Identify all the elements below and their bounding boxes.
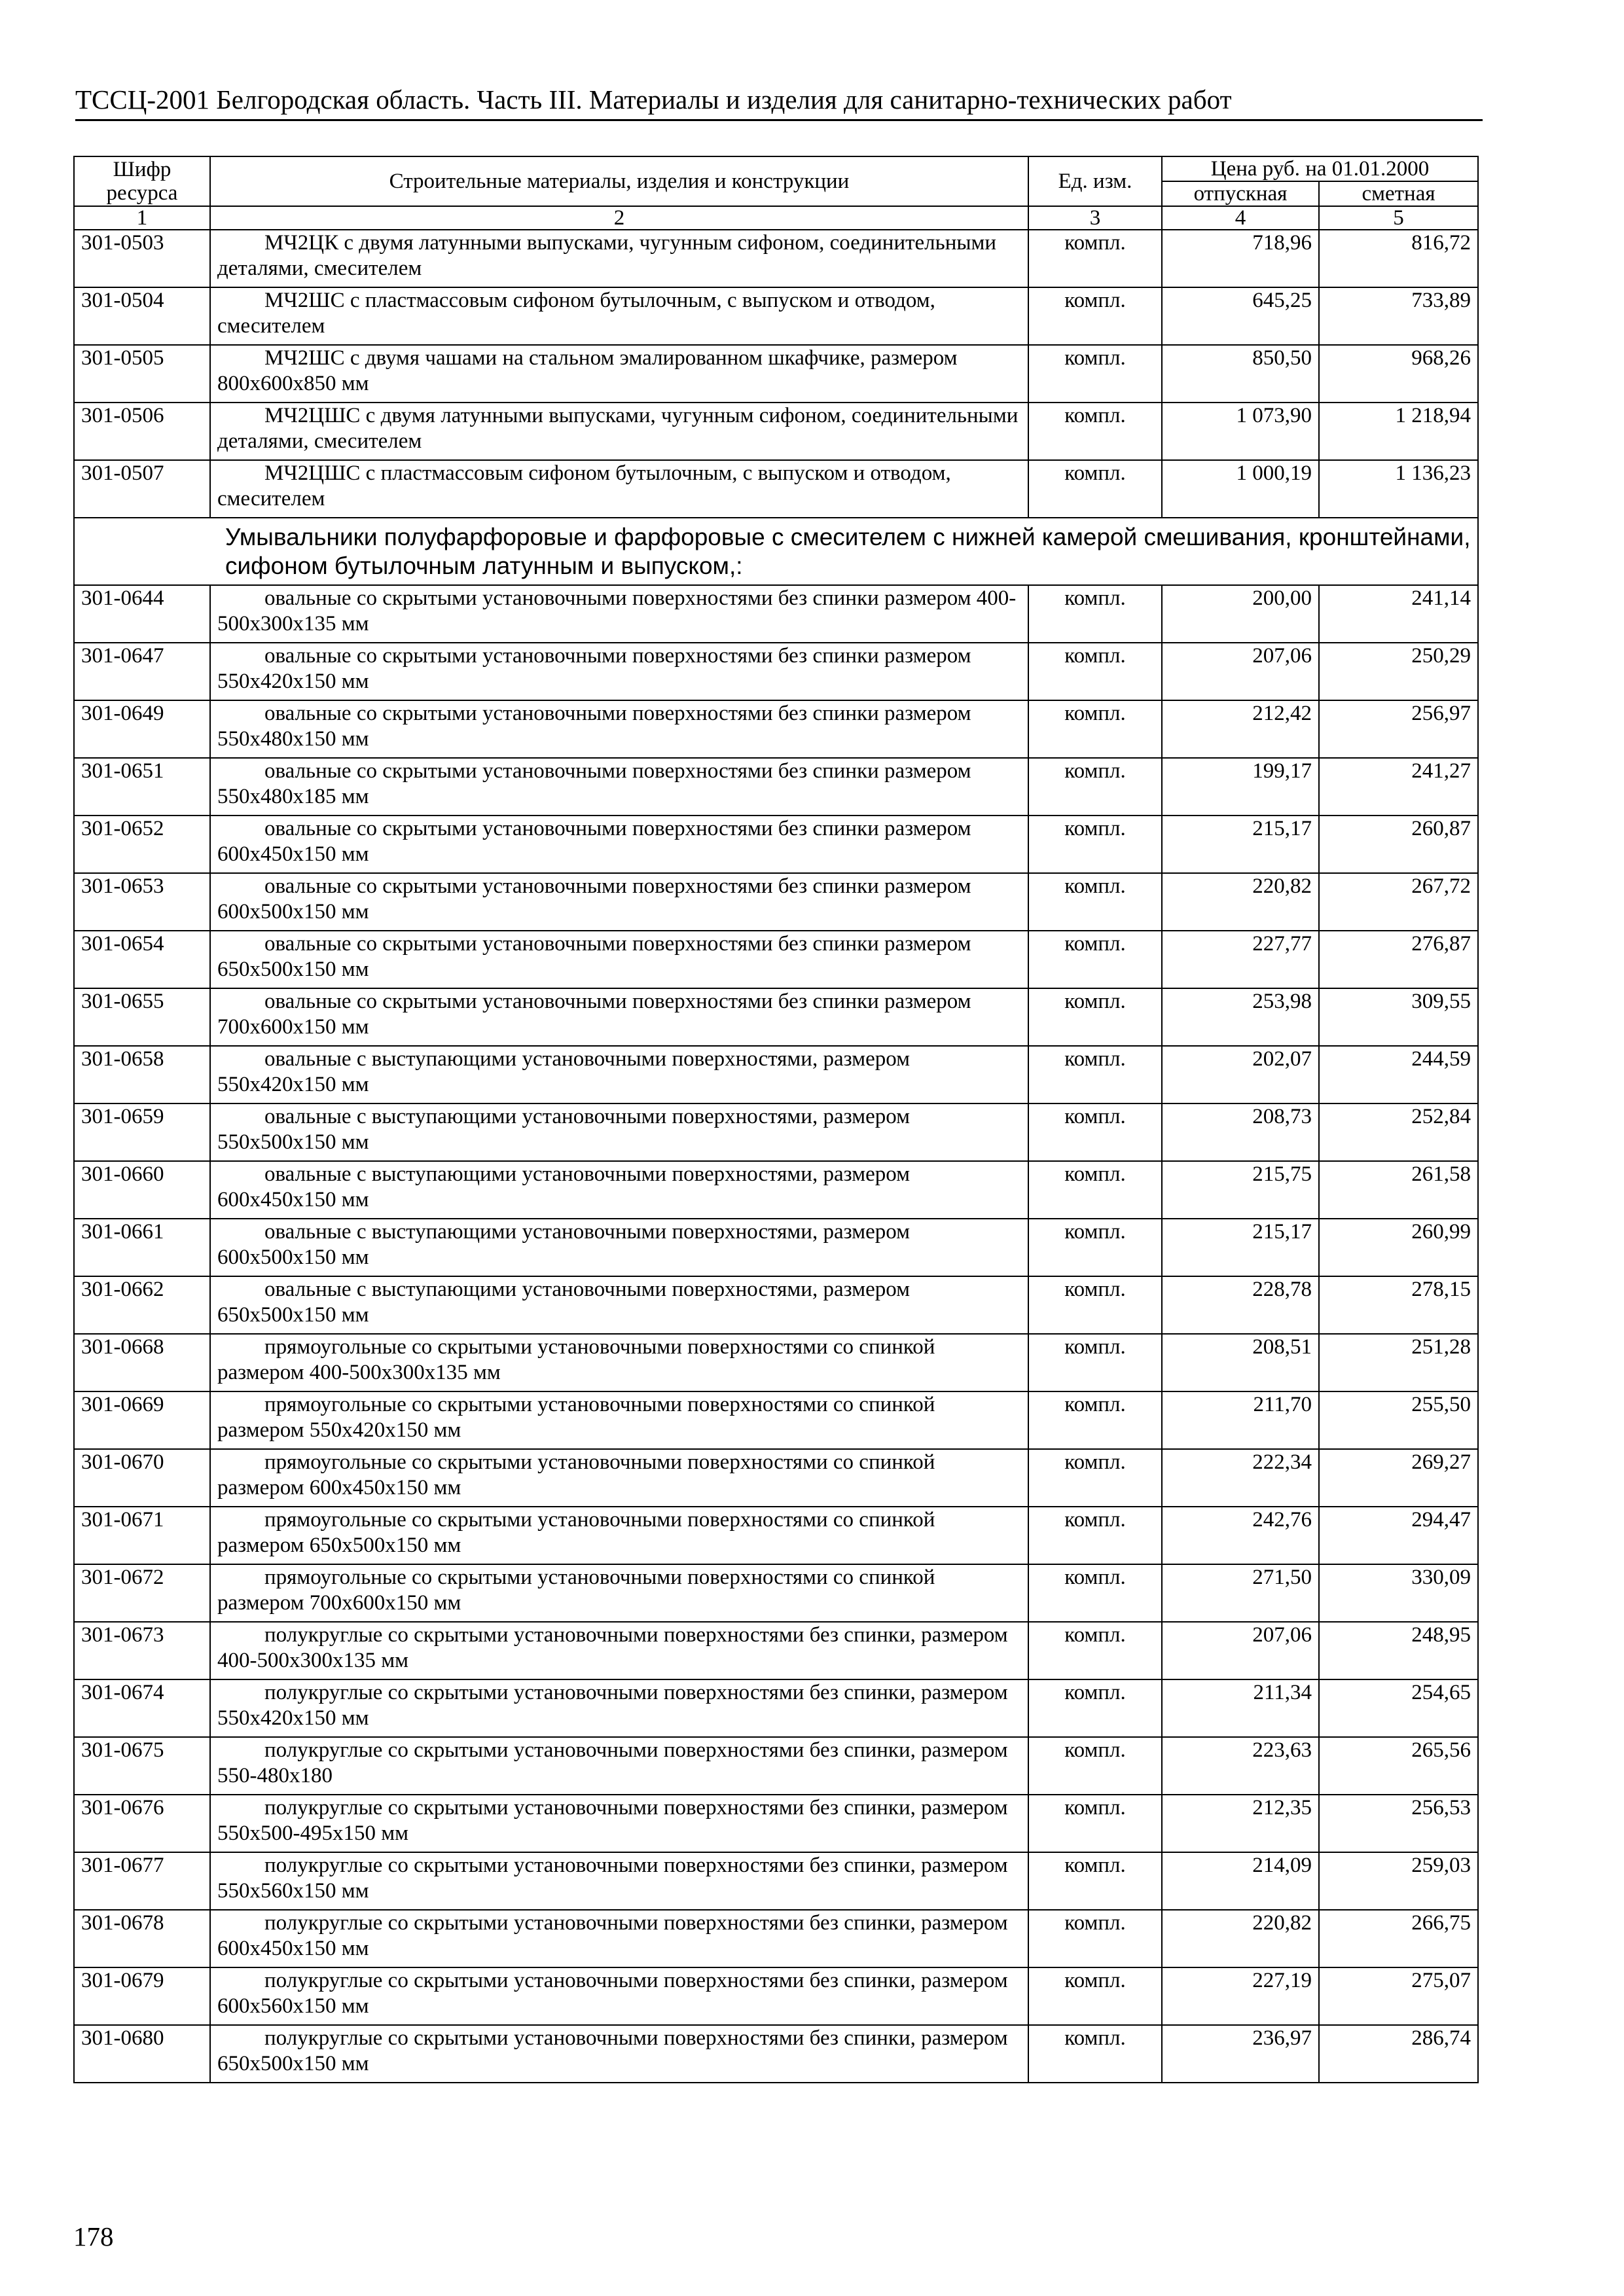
cell-code: 301-0504 <box>74 287 210 345</box>
cell-name: овальные со скрытыми установочными поверхностями без спинки размером 700x600x150 мм <box>210 988 1028 1046</box>
cell-unit: компл. <box>1028 700 1162 758</box>
cell-code: 301-0505 <box>74 345 210 403</box>
cell-estimate-price: 244,59 <box>1319 1046 1478 1103</box>
cell-estimate-price: 816,72 <box>1319 230 1478 287</box>
cell-name: полукруглые со скрытыми установочными поверхностями без спинки, размером 550x560x150 мм <box>210 1852 1028 1910</box>
cell-unit: компл. <box>1028 988 1162 1046</box>
cell-name: овальные со скрытыми установочными поверхностями без спинки размером 550x420x150 мм <box>210 643 1028 700</box>
cell-release-price: 253,98 <box>1162 988 1319 1046</box>
table-row <box>74 1161 1478 1219</box>
cell-name: овальные со скрытыми установочными поверхностями без спинки размером 550x480x185 мм <box>210 758 1028 816</box>
column-number: 5 <box>1319 206 1478 230</box>
table-row <box>74 1449 1478 1507</box>
header-release-price: отпускная <box>1162 181 1319 206</box>
cell-code: 301-0506 <box>74 403 210 460</box>
cell-release-price: 214,09 <box>1162 1852 1319 1910</box>
table-body-main <box>74 585 1478 2083</box>
table-row <box>74 1391 1478 1449</box>
cell-code: 301-0671 <box>74 1507 210 1564</box>
column-number: 2 <box>210 206 1028 230</box>
cell-code: 301-0654 <box>74 931 210 988</box>
cell-name: полукруглые со скрытыми установочными поверхностями без спинки, размером 550-480x180 <box>210 1737 1028 1795</box>
cell-unit: компл. <box>1028 1219 1162 1276</box>
table-row <box>74 873 1478 931</box>
column-number: 1 <box>74 206 210 230</box>
cell-name: полукруглые со скрытыми установочными поверхностями без спинки, размером 600x560x150 мм <box>210 1967 1028 2025</box>
cell-release-price: 208,73 <box>1162 1103 1319 1161</box>
cell-name: полукруглые со скрытыми установочными поверхностями без спинки, размером 650x500x150 мм <box>210 2025 1028 2083</box>
cell-name: прямоугольные со скрытыми установочными поверхностями со спинкой размером 600x450x150 мм <box>210 1449 1028 1507</box>
cell-unit: компл. <box>1028 1852 1162 1910</box>
cell-estimate-price: 254,65 <box>1319 1679 1478 1737</box>
cell-unit: компл. <box>1028 758 1162 816</box>
table-row <box>74 1852 1478 1910</box>
cell-unit: компл. <box>1028 1564 1162 1622</box>
cell-name: прямоугольные со скрытыми установочными поверхностями со спинкой размером 650x500x150 мм <box>210 1507 1028 1564</box>
table-row <box>74 1276 1478 1334</box>
cell-estimate-price: 252,84 <box>1319 1103 1478 1161</box>
cell-unit: компл. <box>1028 1622 1162 1679</box>
cell-release-price: 202,07 <box>1162 1046 1319 1103</box>
cell-code: 301-0655 <box>74 988 210 1046</box>
cell-code: 301-0672 <box>74 1564 210 1622</box>
column-number: 3 <box>1028 206 1162 230</box>
cell-name: полукруглые со скрытыми установочными поверхностями без спинки, размером 600x450x150 мм <box>210 1910 1028 1967</box>
cell-name: прямоугольные со скрытыми установочными поверхностями со спинкой размером 550x420x150 мм <box>210 1391 1028 1449</box>
cell-code: 301-0662 <box>74 1276 210 1334</box>
section-row <box>74 518 1478 585</box>
table-row <box>74 1910 1478 1967</box>
cell-unit: компл. <box>1028 585 1162 643</box>
cell-unit: компл. <box>1028 403 1162 460</box>
cell-name: овальные со скрытыми установочными поверхностями без спинки размером 550x480x150 мм <box>210 700 1028 758</box>
cell-unit: компл. <box>1028 643 1162 700</box>
cell-name: МЧ2ШС с двумя чашами на стальном эмалированном шкафчике, размером 800x600x850 мм <box>210 345 1028 403</box>
cell-code: 301-0670 <box>74 1449 210 1507</box>
table-section <box>74 518 1478 585</box>
cell-code: 301-0679 <box>74 1967 210 2025</box>
page-number: 178 <box>73 2221 114 2251</box>
cell-release-price: 227,77 <box>1162 931 1319 988</box>
table-row <box>74 403 1478 460</box>
table-row <box>74 585 1478 643</box>
cell-estimate-price: 250,29 <box>1319 643 1478 700</box>
cell-release-price: 211,34 <box>1162 1679 1319 1737</box>
table-row <box>74 988 1478 1046</box>
cell-unit: компл. <box>1028 1737 1162 1795</box>
table-row <box>74 1219 1478 1276</box>
header-code: Шифр ресурса <box>74 156 210 206</box>
cell-estimate-price: 255,50 <box>1319 1391 1478 1449</box>
table-row <box>74 1737 1478 1795</box>
cell-release-price: 227,19 <box>1162 1967 1319 2025</box>
cell-unit: компл. <box>1028 873 1162 931</box>
cell-code: 301-0659 <box>74 1103 210 1161</box>
cell-code: 301-0658 <box>74 1046 210 1103</box>
table-row <box>74 1679 1478 1737</box>
cell-code: 301-0644 <box>74 585 210 643</box>
cell-code: 301-0669 <box>74 1391 210 1449</box>
cell-estimate-price: 260,87 <box>1319 816 1478 873</box>
cell-estimate-price: 256,53 <box>1319 1795 1478 1852</box>
table-row <box>74 2025 1478 2083</box>
cell-name: овальные с выступающими установочными поверхностями, размером 650x500x150 мм <box>210 1276 1028 1334</box>
cell-unit: компл. <box>1028 1507 1162 1564</box>
cell-estimate-price: 330,09 <box>1319 1564 1478 1622</box>
cell-estimate-price: 261,58 <box>1319 1161 1478 1219</box>
cell-estimate-price: 275,07 <box>1319 1967 1478 2025</box>
cell-release-price: 199,17 <box>1162 758 1319 816</box>
cell-name: МЧ2ЦШС с пластмассовым сифоном бутылочным, с выпуском и отводом, смесителем <box>210 460 1028 518</box>
cell-estimate-price: 309,55 <box>1319 988 1478 1046</box>
table-row <box>74 1103 1478 1161</box>
cell-release-price: 212,42 <box>1162 700 1319 758</box>
cell-unit: компл. <box>1028 1161 1162 1219</box>
cell-release-price: 1 073,90 <box>1162 403 1319 460</box>
header-estimate-price: сметная <box>1319 181 1478 206</box>
cell-name: прямоугольные со скрытыми установочными поверхностями со спинкой размером 400-500x300x135 мм <box>210 1334 1028 1391</box>
cell-unit: компл. <box>1028 1334 1162 1391</box>
cell-name: полукруглые со скрытыми установочными поверхностями без спинки, размером 550x420x150 мм <box>210 1679 1028 1737</box>
cell-estimate-price: 276,87 <box>1319 931 1478 988</box>
cell-estimate-price: 266,75 <box>1319 1910 1478 1967</box>
price-table <box>73 156 1479 2083</box>
cell-release-price: 242,76 <box>1162 1507 1319 1564</box>
cell-unit: компл. <box>1028 345 1162 403</box>
cell-estimate-price: 241,14 <box>1319 585 1478 643</box>
cell-release-price: 212,35 <box>1162 1795 1319 1852</box>
cell-name: МЧ2ЦК с двумя латунными выпусками, чугунным сифоном, соединительными деталями, смесителем <box>210 230 1028 287</box>
cell-name: овальные с выступающими установочными поверхностями, размером 550x420x150 мм <box>210 1046 1028 1103</box>
cell-estimate-price: 286,74 <box>1319 2025 1478 2083</box>
cell-name: МЧ2ШС с пластмассовым сифоном бутылочным, с выпуском и отводом, смесителем <box>210 287 1028 345</box>
header-unit: Ед. изм. <box>1028 156 1162 206</box>
cell-estimate-price: 251,28 <box>1319 1334 1478 1391</box>
cell-release-price: 718,96 <box>1162 230 1319 287</box>
cell-name: овальные со скрытыми установочными поверхностями без спинки размером 600x450x150 мм <box>210 816 1028 873</box>
column-number-row <box>74 206 1478 230</box>
table-row <box>74 1507 1478 1564</box>
table-row <box>74 460 1478 518</box>
table-header <box>74 156 1478 230</box>
cell-code: 301-0503 <box>74 230 210 287</box>
cell-unit: компл. <box>1028 816 1162 873</box>
cell-release-price: 208,51 <box>1162 1334 1319 1391</box>
table-row <box>74 345 1478 403</box>
cell-estimate-price: 1 136,23 <box>1319 460 1478 518</box>
table-row <box>74 1564 1478 1622</box>
header-name: Строительные материалы, изделия и конструкции <box>210 156 1028 206</box>
cell-release-price: 211,70 <box>1162 1391 1319 1449</box>
cell-name: овальные со скрытыми установочными поверхностями без спинки размером 400-500x300x135 мм <box>210 585 1028 643</box>
cell-release-price: 223,63 <box>1162 1737 1319 1795</box>
cell-code: 301-0680 <box>74 2025 210 2083</box>
cell-estimate-price: 733,89 <box>1319 287 1478 345</box>
table-body-top <box>74 230 1478 518</box>
cell-unit: компл. <box>1028 230 1162 287</box>
table-row <box>74 816 1478 873</box>
table-row <box>74 1622 1478 1679</box>
section-title: Умывальники полуфарфоровые и фарфоровые с смесителем с нижней камерой смешивания, кронштейнами, сифоном бутылочным латунным и выпуском,: <box>74 518 1478 585</box>
cell-unit: компл. <box>1028 1679 1162 1737</box>
header-price: Цена руб. на 01.01.2000 <box>1162 156 1478 181</box>
table-row <box>74 643 1478 700</box>
cell-estimate-price: 256,97 <box>1319 700 1478 758</box>
cell-estimate-price: 241,27 <box>1319 758 1478 816</box>
cell-unit: компл. <box>1028 460 1162 518</box>
cell-release-price: 215,75 <box>1162 1161 1319 1219</box>
cell-name: прямоугольные со скрытыми установочными поверхностями со спинкой размером 700x600x150 мм <box>210 1564 1028 1622</box>
cell-name: овальные со скрытыми установочными поверхностями без спинки размером 650x500x150 мм <box>210 931 1028 988</box>
cell-name: овальные с выступающими установочными поверхностями, размером 600x450x150 мм <box>210 1161 1028 1219</box>
cell-estimate-price: 248,95 <box>1319 1622 1478 1679</box>
cell-code: 301-0660 <box>74 1161 210 1219</box>
cell-unit: компл. <box>1028 1795 1162 1852</box>
cell-release-price: 207,06 <box>1162 643 1319 700</box>
cell-unit: компл. <box>1028 931 1162 988</box>
cell-estimate-price: 294,47 <box>1319 1507 1478 1564</box>
cell-code: 301-0647 <box>74 643 210 700</box>
cell-release-price: 220,82 <box>1162 1910 1319 1967</box>
cell-estimate-price: 278,15 <box>1319 1276 1478 1334</box>
cell-name: овальные с выступающими установочными поверхностями, размером 600x500x150 мм <box>210 1219 1028 1276</box>
cell-code: 301-0507 <box>74 460 210 518</box>
cell-unit: компл. <box>1028 1276 1162 1334</box>
cell-unit: компл. <box>1028 2025 1162 2083</box>
cell-estimate-price: 260,99 <box>1319 1219 1478 1276</box>
cell-unit: компл. <box>1028 1449 1162 1507</box>
cell-release-price: 645,25 <box>1162 287 1319 345</box>
table-row <box>74 700 1478 758</box>
cell-code: 301-0676 <box>74 1795 210 1852</box>
cell-code: 301-0678 <box>74 1910 210 1967</box>
cell-code: 301-0675 <box>74 1737 210 1795</box>
column-number: 4 <box>1162 206 1319 230</box>
cell-code: 301-0677 <box>74 1852 210 1910</box>
cell-estimate-price: 265,56 <box>1319 1737 1478 1795</box>
cell-unit: компл. <box>1028 1910 1162 1967</box>
cell-unit: компл. <box>1028 1103 1162 1161</box>
cell-estimate-price: 1 218,94 <box>1319 403 1478 460</box>
table-row <box>74 758 1478 816</box>
cell-code: 301-0661 <box>74 1219 210 1276</box>
cell-code: 301-0668 <box>74 1334 210 1391</box>
cell-name: полукруглые со скрытыми установочными поверхностями без спинки, размером 550x500-495x150 мм <box>210 1795 1028 1852</box>
cell-release-price: 271,50 <box>1162 1564 1319 1622</box>
cell-name: полукруглые со скрытыми установочными поверхностями без спинки, размером 400-500x300x135 мм <box>210 1622 1028 1679</box>
cell-release-price: 1 000,19 <box>1162 460 1319 518</box>
cell-release-price: 215,17 <box>1162 1219 1319 1276</box>
cell-code: 301-0673 <box>74 1622 210 1679</box>
cell-release-price: 228,78 <box>1162 1276 1319 1334</box>
cell-estimate-price: 259,03 <box>1319 1852 1478 1910</box>
cell-code: 301-0674 <box>74 1679 210 1737</box>
cell-unit: компл. <box>1028 287 1162 345</box>
table-row <box>74 931 1478 988</box>
table-row <box>74 1967 1478 2025</box>
cell-code: 301-0653 <box>74 873 210 931</box>
cell-code: 301-0652 <box>74 816 210 873</box>
table-row <box>74 287 1478 345</box>
page-header-title: ТССЦ-2001 Белгородская область. Часть III. Материалы и изделия для санитарно-технических работ <box>75 82 1483 121</box>
cell-unit: компл. <box>1028 1046 1162 1103</box>
cell-release-price: 215,17 <box>1162 816 1319 873</box>
cell-code: 301-0649 <box>74 700 210 758</box>
cell-estimate-price: 269,27 <box>1319 1449 1478 1507</box>
cell-name: овальные с выступающими установочными поверхностями, размером 550x500x150 мм <box>210 1103 1028 1161</box>
cell-name: овальные со скрытыми установочными поверхностями без спинки размером 600x500x150 мм <box>210 873 1028 931</box>
cell-release-price: 222,34 <box>1162 1449 1319 1507</box>
cell-name: МЧ2ЦШС с двумя латунными выпусками, чугунным сифоном, соединительными деталями, смесителем <box>210 403 1028 460</box>
cell-unit: компл. <box>1028 1391 1162 1449</box>
cell-release-price: 200,00 <box>1162 585 1319 643</box>
cell-release-price: 207,06 <box>1162 1622 1319 1679</box>
table-row <box>74 1046 1478 1103</box>
cell-code: 301-0651 <box>74 758 210 816</box>
cell-release-price: 236,97 <box>1162 2025 1319 2083</box>
table-row <box>74 1795 1478 1852</box>
cell-release-price: 220,82 <box>1162 873 1319 931</box>
cell-release-price: 850,50 <box>1162 345 1319 403</box>
table-row <box>74 1334 1478 1391</box>
table-row <box>74 230 1478 287</box>
cell-unit: компл. <box>1028 1967 1162 2025</box>
cell-estimate-price: 267,72 <box>1319 873 1478 931</box>
cell-estimate-price: 968,26 <box>1319 345 1478 403</box>
